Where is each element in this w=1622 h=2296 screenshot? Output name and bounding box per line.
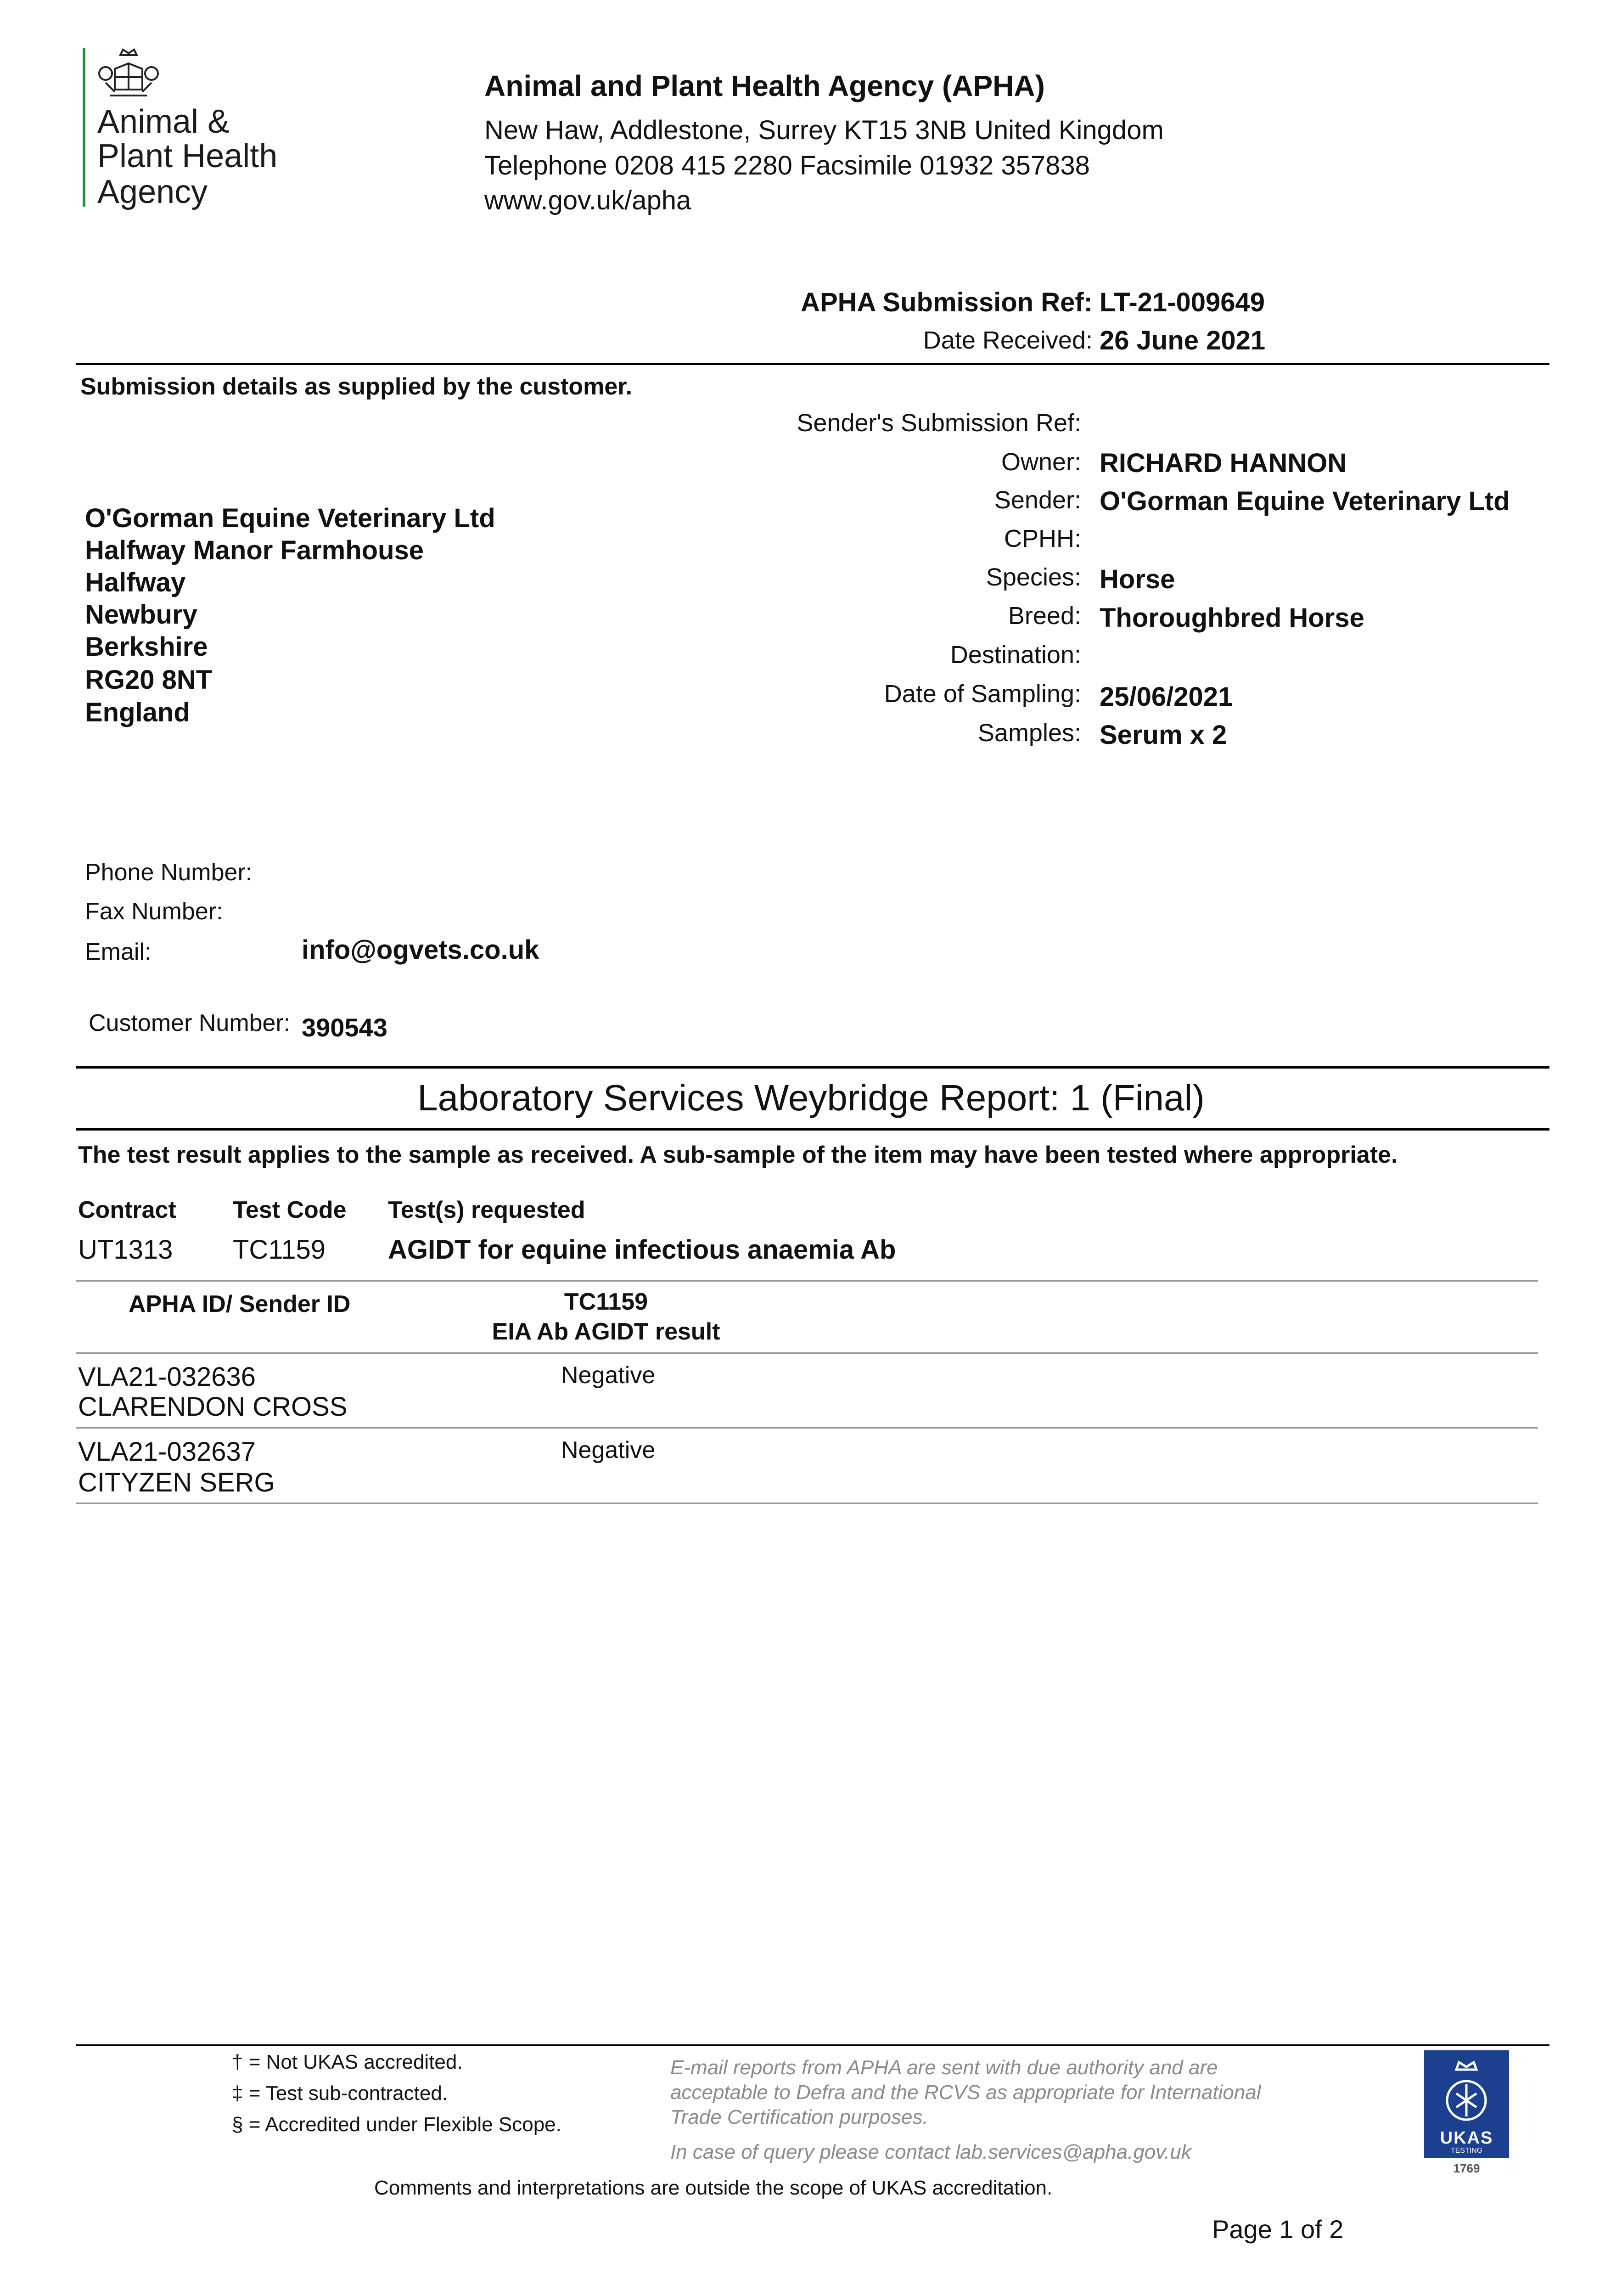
agency-phone: Telephone 0208 415 2280 Facsimile 01932 357838 bbox=[484, 151, 1090, 180]
field-label: CPHH: bbox=[1004, 525, 1081, 552]
ukas-crown-icon bbox=[1439, 2057, 1494, 2126]
field-value: Horse bbox=[1100, 564, 1175, 594]
field-value: O'Gorman Equine Veterinary Ltd bbox=[1100, 486, 1510, 516]
ukas-badge-text: UKAS bbox=[1440, 2128, 1493, 2148]
field-label: Destination: bbox=[950, 641, 1081, 669]
disclaimer-line: acceptable to Defra and the RCVS as appropriate for International bbox=[670, 2081, 1261, 2104]
customer-number-label: Customer Number: bbox=[89, 1010, 291, 1036]
test-code-value: TC1159 bbox=[233, 1235, 326, 1265]
report-title: Laboratory Services Weybridge Report: 1 (Final) bbox=[417, 1077, 1205, 1118]
disclaimer-line: Trade Certification purposes. bbox=[670, 2106, 928, 2128]
legend-line: † = Not UKAS accredited. bbox=[232, 2051, 463, 2073]
logo-text-line3: Agency bbox=[97, 174, 208, 210]
code-column-header: TC1159 bbox=[564, 1289, 648, 1315]
logo-text-line2: Plant Health bbox=[97, 138, 278, 174]
email-label: Email: bbox=[85, 939, 152, 965]
sender-id: CLARENDON CROSS bbox=[78, 1392, 348, 1422]
agency-address: New Haw, Addlestone, Surrey KT15 3NB United Kingdom bbox=[484, 115, 1164, 145]
legend-line: ‡ = Test sub-contracted. bbox=[232, 2082, 448, 2105]
legend-line: § = Accredited under Flexible Scope. bbox=[232, 2113, 561, 2136]
report-note: The test result applies to the sample as received. A sub-sample of the item may have been tested where appropriate. bbox=[78, 1142, 1398, 1168]
row-divider bbox=[76, 1352, 1538, 1354]
field-label: Owner: bbox=[1001, 448, 1081, 476]
customer-number-value: 390543 bbox=[302, 1013, 387, 1042]
date-received-value: 26 June 2021 bbox=[1100, 326, 1266, 355]
ukas-scope-note: Comments and interpretations are outside the scope of UKAS accreditation. bbox=[374, 2177, 1053, 2199]
result-value: Negative bbox=[561, 1362, 656, 1389]
result-column-header: EIA Ab AGIDT result bbox=[492, 1318, 720, 1345]
divider-results-top bbox=[76, 1280, 1538, 1282]
field-label: Sender's Submission Ref: bbox=[797, 409, 1081, 437]
address-line: Newbury bbox=[85, 600, 197, 630]
fax-label: Fax Number: bbox=[85, 898, 223, 925]
test-code-header: Test Code bbox=[233, 1197, 347, 1223]
disclaimer-line: E-mail reports from APHA are sent with due authority and are bbox=[670, 2056, 1218, 2079]
address-line: England bbox=[85, 698, 190, 727]
phone-label: Phone Number: bbox=[85, 859, 253, 886]
row-divider bbox=[76, 1427, 1538, 1429]
field-label: Species: bbox=[986, 563, 1081, 591]
divider-report-top bbox=[76, 1066, 1549, 1069]
field-value: RICHARD HANNON bbox=[1100, 448, 1347, 478]
email-value[interactable]: info@ogvets.co.uk bbox=[302, 935, 539, 965]
royal-crest-icon bbox=[96, 46, 161, 99]
apha-id: VLA21-032636 bbox=[78, 1362, 256, 1392]
divider-top bbox=[76, 363, 1549, 365]
contract-header: Contract bbox=[78, 1197, 176, 1223]
address-line: Berkshire bbox=[85, 632, 208, 662]
field-value: Thoroughbred Horse bbox=[1100, 603, 1364, 633]
id-column-header: APHA ID/ Sender ID bbox=[129, 1291, 351, 1317]
field-label: Sender: bbox=[994, 486, 1081, 514]
details-heading: Submission details as supplied by the customer. bbox=[80, 373, 633, 400]
submission-ref-label: APHA Submission Ref: bbox=[801, 287, 1093, 317]
ukas-badge bbox=[1424, 2050, 1509, 2177]
logo-text-line1: Animal & bbox=[97, 103, 230, 140]
date-received-label: Date Received: bbox=[923, 326, 1093, 354]
divider-footer bbox=[76, 2044, 1549, 2046]
field-label: Samples: bbox=[977, 719, 1081, 747]
test-requested-value: AGIDT for equine infectious anaemia Ab bbox=[388, 1235, 896, 1265]
address-line: RG20 8NT bbox=[85, 665, 213, 695]
field-label: Date of Sampling: bbox=[884, 680, 1081, 708]
apha-id: VLA21-032637 bbox=[78, 1437, 256, 1467]
tests-requested-header: Test(s) requested bbox=[388, 1197, 585, 1223]
agency-website[interactable]: www.gov.uk/apha bbox=[484, 186, 691, 215]
address-line: O'Gorman Equine Veterinary Ltd bbox=[85, 503, 495, 533]
divider-report-bottom bbox=[76, 1128, 1549, 1131]
address-line: Halfway bbox=[85, 568, 186, 597]
query-contact: In case of query please contact lab.services@apha.gov.uk bbox=[670, 2141, 1191, 2163]
sender-id: CITYZEN SERG bbox=[78, 1468, 275, 1497]
row-divider bbox=[76, 1503, 1538, 1504]
submission-ref-value: LT-21-009649 bbox=[1100, 287, 1265, 317]
field-value: 25/06/2021 bbox=[1100, 682, 1233, 712]
result-value: Negative bbox=[561, 1437, 656, 1463]
logo-accent-bar bbox=[83, 48, 85, 207]
ukas-badge-number: 1769 bbox=[1453, 2161, 1480, 2175]
ukas-badge-sub: TESTING bbox=[1450, 2147, 1483, 2155]
field-label: Breed: bbox=[1008, 602, 1081, 630]
field-value: Serum x 2 bbox=[1100, 720, 1227, 750]
address-line: Halfway Manor Farmhouse bbox=[85, 535, 424, 565]
page-number: Page 1 of 2 bbox=[1212, 2215, 1344, 2244]
contract-value: UT1313 bbox=[78, 1235, 173, 1265]
agency-title: Animal and Plant Health Agency (APHA) bbox=[484, 69, 1045, 102]
